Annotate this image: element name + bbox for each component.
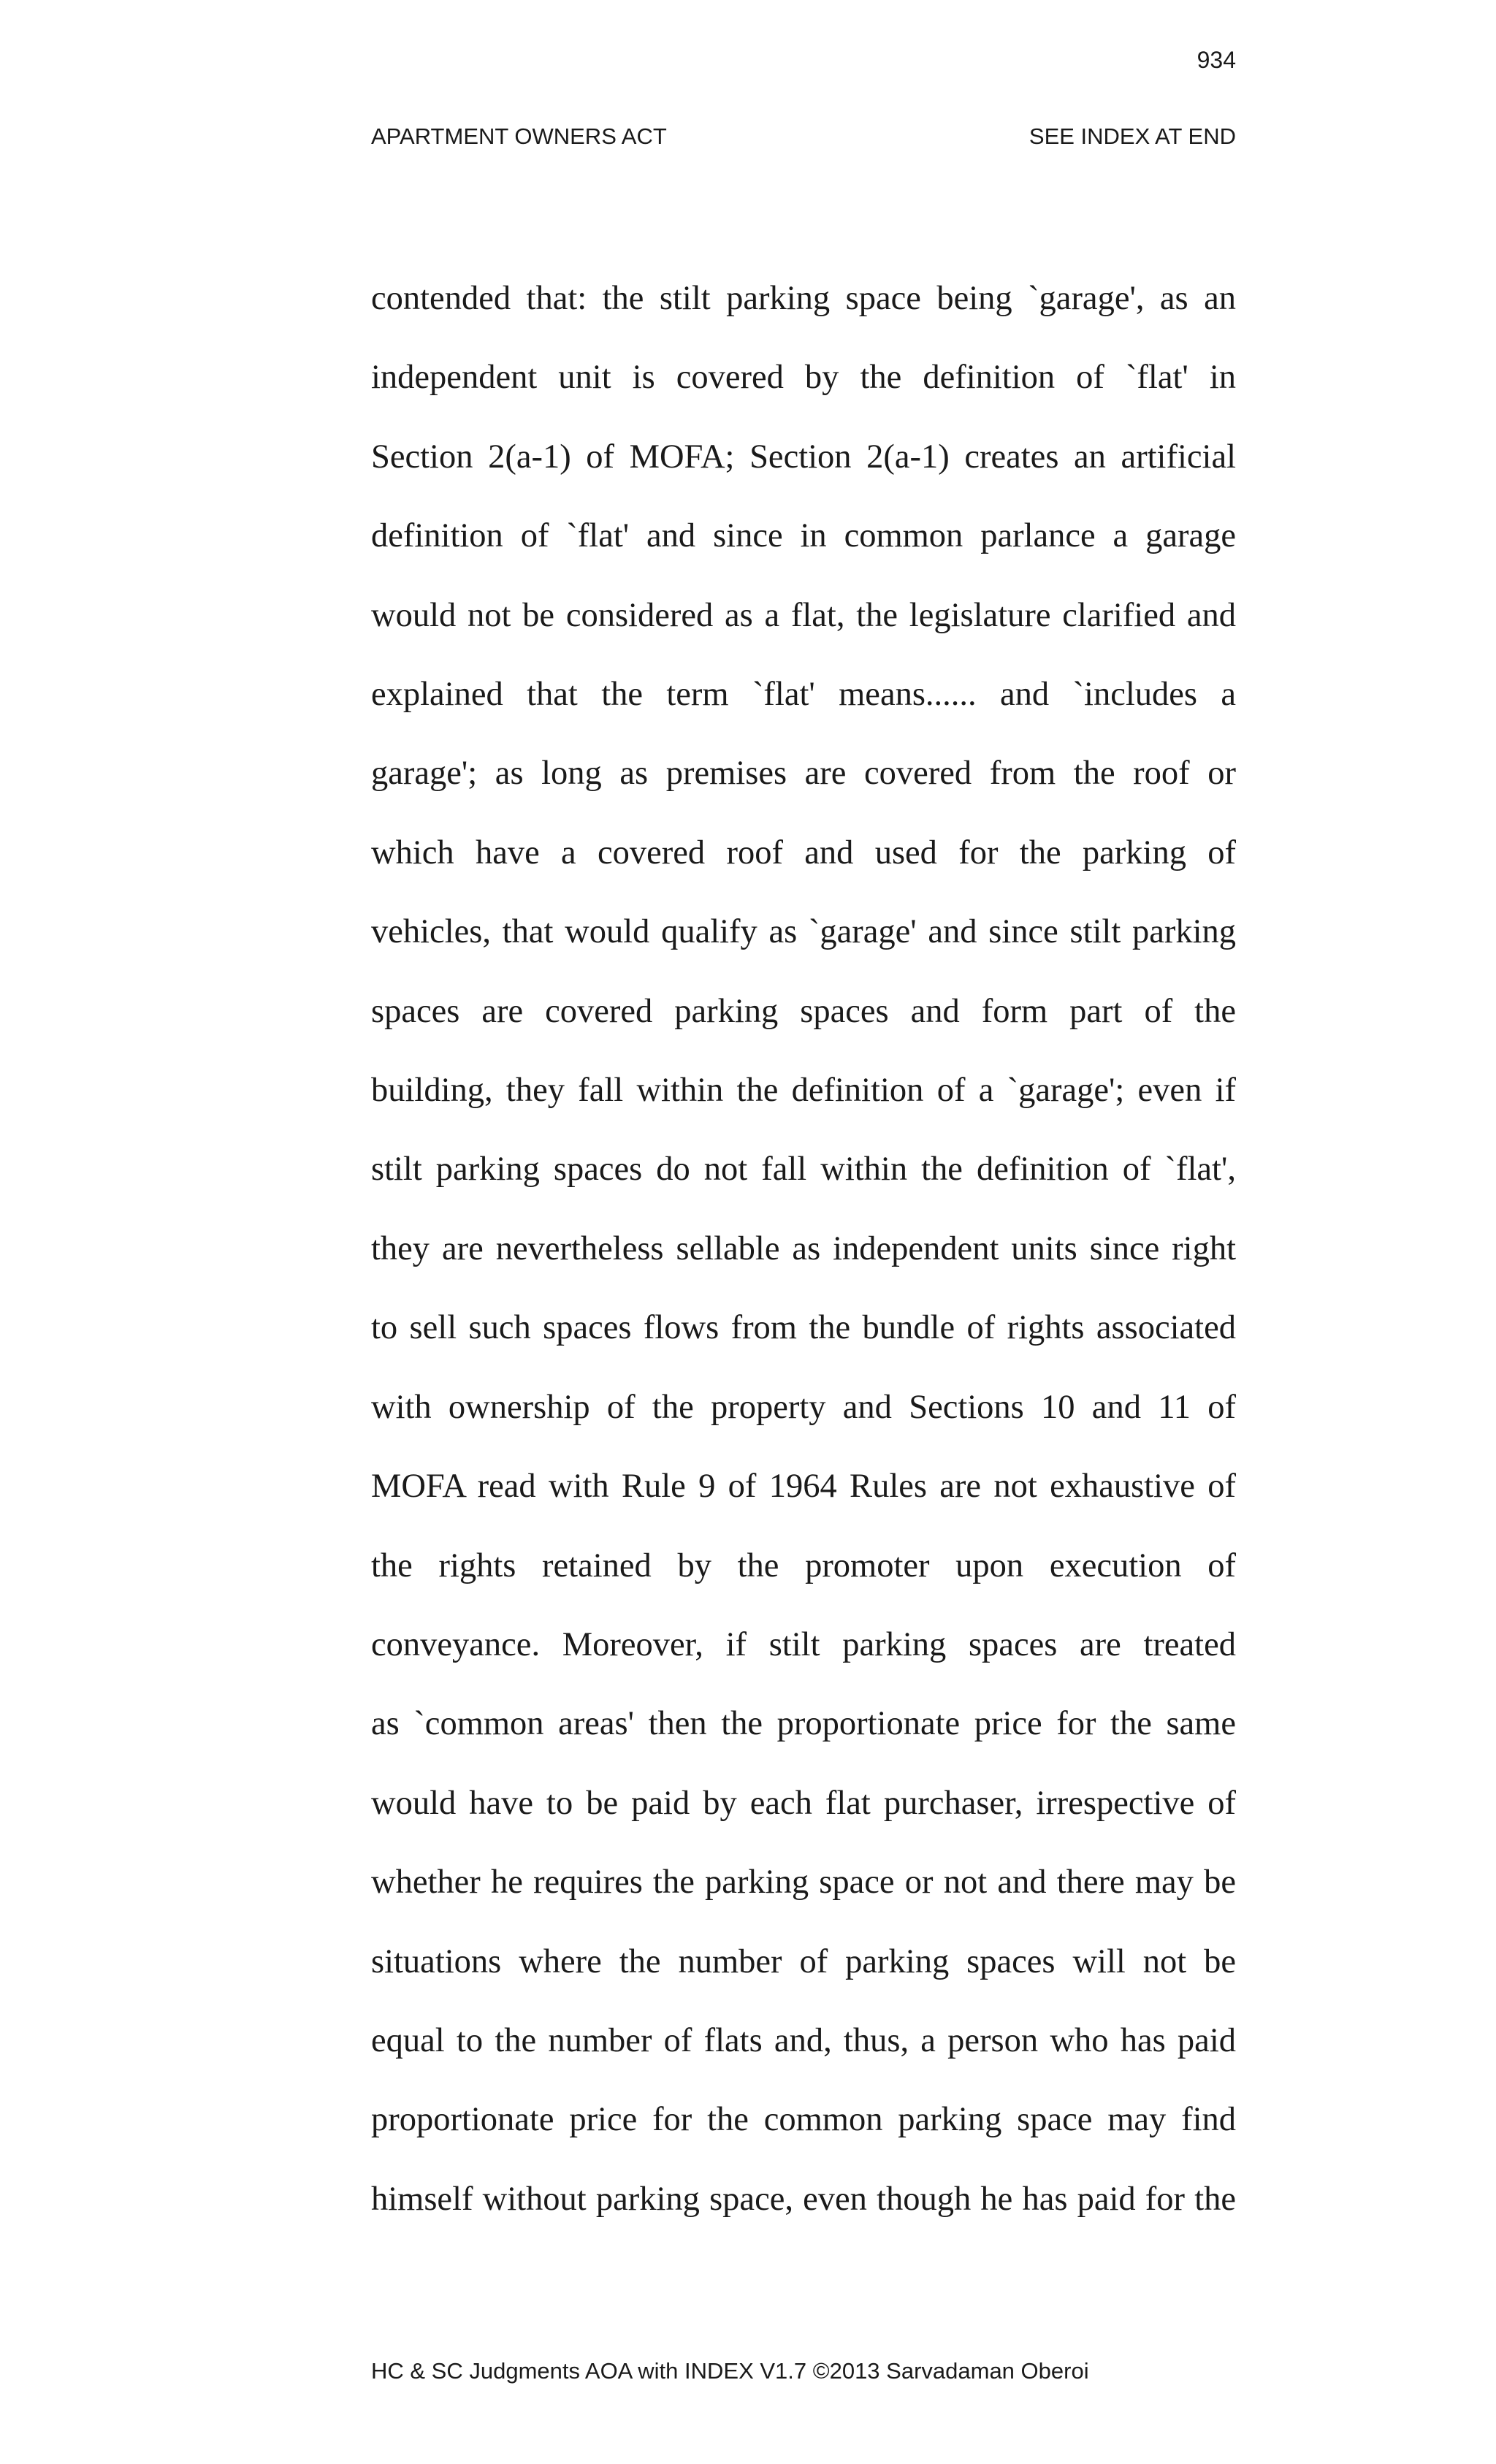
text-line: vehicles, that would qualify as `garage' and since stilt parking xyxy=(371,913,1236,951)
text-line: which have a covered roof and used for the parking of xyxy=(371,834,1236,871)
text-line: whether he requires the parking space or not and there may be xyxy=(371,1864,1236,1902)
text-line: the rights retained by the promoter upon execution of xyxy=(371,1546,1236,1584)
text-line: explained that the term `flat' means...... and `includes a xyxy=(371,676,1236,714)
header-index-note: SEE INDEX AT END xyxy=(1028,123,1236,149)
text-line: with ownership of the property and Sections 10 and 11 of xyxy=(371,1388,1236,1426)
text-line: independent unit is covered by the definition of `flat' in xyxy=(371,359,1236,397)
text-line: contended that: the stilt parking space being `garage', as an xyxy=(371,280,1236,317)
text-line: definition of `flat' and since in common parlance a garage xyxy=(371,517,1236,555)
text-line: MOFA read with Rule 9 of 1964 Rules are not exhaustive of xyxy=(371,1468,1236,1506)
text-line: spaces are covered parking spaces and form part of the xyxy=(371,992,1236,1030)
text-line: himself without parking space, even though he has paid for the xyxy=(371,2180,1236,2218)
page-footer: HC & SC Judgments AOA with INDEX V1.7 ©2013 Sarvadaman Oberoi xyxy=(371,2358,1089,2384)
text-line: Section 2(a-1) of MOFA; Section 2(a-1) creates an artificial xyxy=(371,438,1236,476)
text-line: would have to be paid by each flat purchaser, irrespective of xyxy=(371,1784,1236,1822)
text-line: to sell such spaces flows from the bundle of rights associated xyxy=(371,1309,1236,1347)
text-line: situations where the number of parking spaces will not be xyxy=(371,1942,1236,1980)
text-line: would not be considered as a flat, the legislature clarified and xyxy=(371,596,1236,634)
text-line: building, they fall within the definition of a `garage'; even if xyxy=(371,1072,1236,1110)
page-number: 934 xyxy=(1197,47,1236,73)
text-line: as `common areas' then the proportionate price for the same xyxy=(371,1705,1236,1743)
text-line: conveyance. Moreover, if stilt parking spaces are treated xyxy=(371,1625,1236,1663)
judgment-text xyxy=(371,259,1236,2239)
text-line: proportionate price for the common parking space may find xyxy=(371,2101,1236,2139)
text-line: they are nevertheless sellable as independent units since right xyxy=(371,1229,1236,1267)
text-line: stilt parking spaces do not fall within the definition of `flat', xyxy=(371,1151,1236,1189)
text-line: garage'; as long as premises are covered from the roof or xyxy=(371,755,1236,793)
header-title: APARTMENT OWNERS ACT xyxy=(371,123,667,149)
text-line: equal to the number of flats and, thus, a person who has paid xyxy=(371,2021,1236,2059)
page-header xyxy=(371,121,1236,153)
